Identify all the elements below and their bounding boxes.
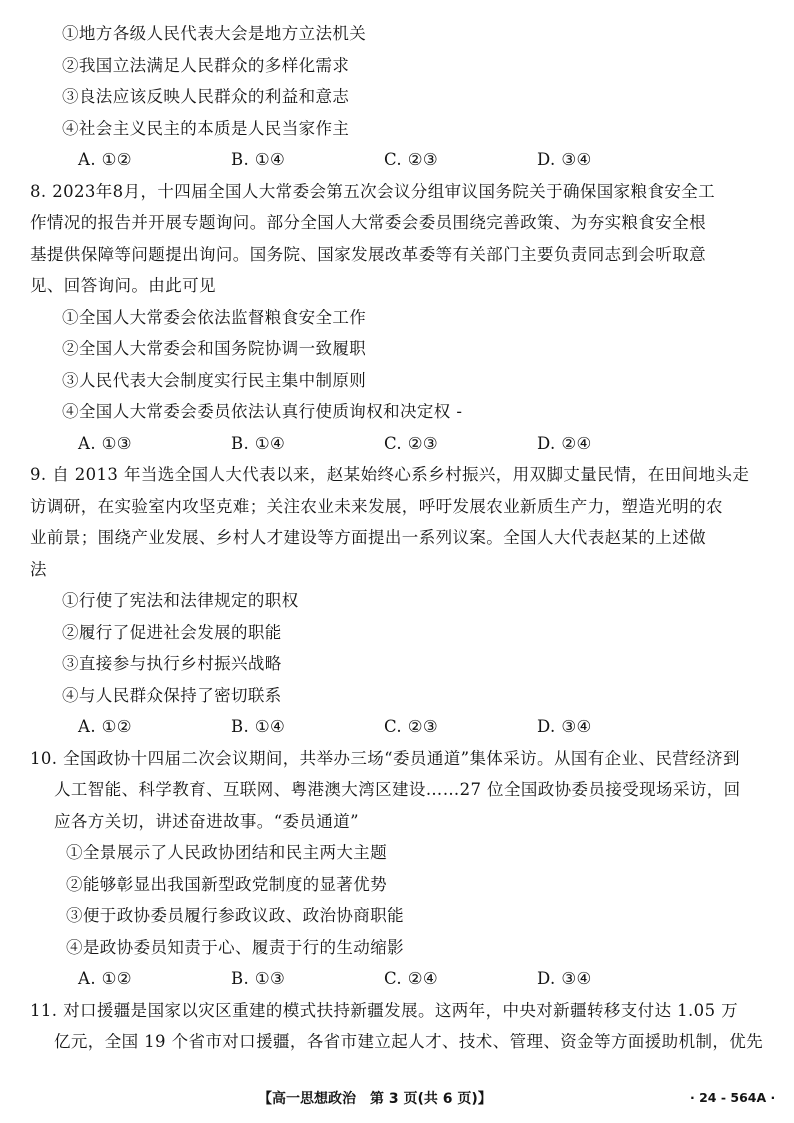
option: ③良法应该反映人民群众的利益和意志: [62, 87, 350, 106]
question-stem-line: 人工智能、科学教育、互联网、粤港澳大湾区建设……27 位全国政协委员接受现场采访，回: [54, 780, 741, 799]
question-stem-line: 8. 2023年8月，十四届全国人大常委会第五次会议分组审议国务院关于确保国家粮食安全工: [30, 181, 716, 201]
choice-c: C. ②③: [384, 150, 439, 169]
answer-choices: [60, 144, 758, 176]
option: ④全国人大常委会委员依法认真行使质询权和决定权 -: [62, 402, 463, 421]
footer-exam-code: · 24 - 564A ·: [690, 1090, 776, 1105]
option: ②履行了促进社会发展的职能: [62, 622, 282, 642]
question-9: [30, 459, 758, 743]
option: ④社会主义民主的本质是人民当家作主: [62, 118, 350, 138]
choice-b: B. ①④: [231, 433, 286, 453]
option: ②我国立法满足人民群众的多样化需求: [62, 55, 350, 75]
choice-a: A. ①②: [78, 717, 132, 736]
choice-c: C. ②③: [384, 433, 439, 453]
page-footer: [0, 1088, 794, 1112]
question-10: [30, 743, 758, 995]
question-stem-line: 10. 全国政协十四届二次会议期间，共举办三场“委员通道”集体采访。从国有企业、民营经济到: [30, 748, 740, 768]
choice-d: D. ②④: [537, 433, 592, 453]
option: ③人民代表大会制度实行民主集中制原则: [62, 370, 367, 390]
option: ③便于政协委员履行参政议政、政治协商职能: [66, 906, 404, 925]
choice-a: A. ①②: [78, 969, 132, 988]
option: ②全国人大常委会和国务院协调一致履职: [62, 339, 367, 358]
question-stem-line: 访调研，在实验室内攻坚克难；关注农业未来发展，呼吁发展农业新质生产力，塑造光明的农: [30, 496, 723, 516]
option: ①行使了宪法和法律规定的职权: [62, 591, 299, 610]
question-11: [30, 995, 764, 1058]
option: ④与人民群众保持了密切联系: [62, 685, 282, 705]
question-stem-line: 9. 自 2013 年当选全国人大代表以来，赵某始终心系乡村振兴，用双脚丈量民情，在田间地头走: [30, 465, 750, 484]
choice-d: D. ③④: [537, 969, 592, 988]
answer-choices: [60, 428, 758, 460]
question-stem-line: 见、回答询问。由此可见: [30, 276, 216, 295]
question-stem-line: 亿元，全国 19 个省市对口援疆，各省市建立起人才、技术、管理、资金等方面援助机制，优先: [54, 1032, 764, 1051]
choice-b: B. ①③: [231, 969, 286, 988]
choice-c: C. ②③: [384, 717, 439, 736]
choice-a: A. ①③: [78, 433, 132, 453]
answer-choices: [60, 711, 758, 743]
option: ①全景展示了人民政协团结和民主两大主题: [66, 843, 388, 862]
option: ①全国人大常委会依法监督粮食安全工作: [62, 307, 367, 327]
option: ③直接参与执行乡村振兴战略: [62, 654, 282, 673]
question-8: [30, 176, 758, 460]
footer-page-info: 【高一思想政治 第 3 页(共 6 页)】: [258, 1091, 492, 1107]
option: ④是政协委员知责于心、履责于行的生动缩影: [66, 937, 404, 957]
question-stem-line: 业前景；围绕产业发展、乡村人才建设等方面提出一系列议案。全国人大代表赵某的上述做: [30, 528, 706, 547]
option: ②能够彰显出我国新型政党制度的显著优势: [66, 874, 388, 894]
choice-d: D. ③④: [537, 150, 592, 169]
choice-d: D. ③④: [537, 717, 592, 736]
choice-a: A. ①②: [78, 150, 132, 169]
option: ①地方各级人民代表大会是地方立法机关: [62, 24, 367, 43]
top-options: [60, 18, 758, 176]
question-stem-line: 11. 对口援疆是国家以灾区重建的模式扶持新疆发展。这两年，中央对新疆转移支付达 1.05 万: [30, 1000, 739, 1020]
choice-b: B. ①④: [231, 150, 286, 169]
choice-b: B. ①④: [231, 717, 286, 736]
question-stem-line: 法: [30, 559, 47, 579]
question-stem-line: 基提供保障等问题提出询问。国务院、国家发展改革委等有关部门主要负责同志到会听取意: [30, 244, 706, 264]
question-stem-line: 作情况的报告并开展专题询问。部分全国人大常委会委员围绕完善政策、为夯实粮食安全根: [30, 213, 706, 232]
answer-choices: [60, 963, 758, 995]
choice-c: C. ②④: [384, 969, 439, 988]
question-stem-line: 应各方关切，讲述奋进故事。“委员通道”: [54, 811, 359, 831]
